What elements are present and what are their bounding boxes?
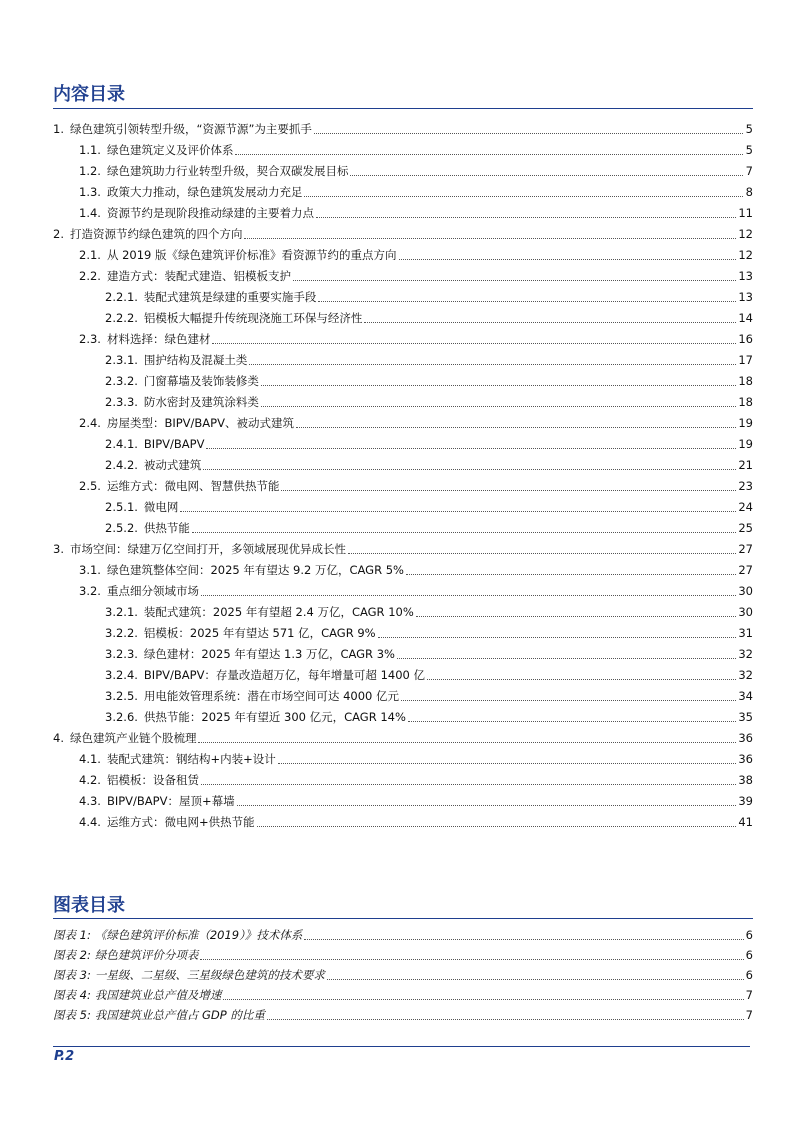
toc-entry[interactable] <box>53 577 753 598</box>
dot-leader <box>203 468 736 470</box>
toc-entry-number: 3.2.3. <box>105 647 138 661</box>
dot-leader <box>201 594 736 596</box>
toc-entry-number: 1.3. <box>79 185 101 199</box>
figure-entry[interactable] <box>53 942 753 962</box>
figure-title: 绿色建筑评价分项表 <box>94 948 199 962</box>
toc-entry-number: 3.2.4. <box>105 668 138 682</box>
dot-leader <box>348 552 736 554</box>
footer-rule <box>53 1046 750 1047</box>
toc-entry-title: 打造资源节约绿色建筑的四个方向 <box>69 227 243 241</box>
toc-entry-page: 12 <box>738 248 753 262</box>
figure-label: 图表 1: <box>53 928 91 942</box>
dot-leader <box>281 489 736 491</box>
toc-entry-page: 21 <box>738 458 753 472</box>
toc-entry-title: 绿色建筑整体空间：2025 年有望达 9.2 万亿，CAGR 5% <box>106 563 404 577</box>
figure-heading-rule <box>53 918 753 919</box>
toc-heading-rule <box>53 108 753 109</box>
toc-entry-page: 8 <box>745 185 753 199</box>
toc-entry-number: 3.2. <box>79 584 101 598</box>
figure-label: 图表 4: <box>53 988 91 1002</box>
toc-entry[interactable] <box>53 409 753 430</box>
toc-entry[interactable] <box>53 535 753 556</box>
toc-heading: 内容目录 <box>53 84 125 105</box>
toc-entry-page: 18 <box>738 374 753 388</box>
dot-leader <box>223 998 743 1000</box>
toc-entry-title: 门窗幕墙及装饰装修类 <box>143 374 259 388</box>
toc-entry-page: 39 <box>738 794 753 808</box>
dot-leader <box>237 804 737 806</box>
toc-entry-title: 绿色建筑助力行业转型升级，契合双碳发展目标 <box>106 164 349 178</box>
toc-entry-page: 41 <box>738 815 753 829</box>
page-number: P.2 <box>54 1049 75 1064</box>
toc-entry-page: 16 <box>738 332 753 346</box>
toc-entry-number: 2.2. <box>79 269 101 283</box>
toc-entry-title: 铝模板：设备租赁 <box>106 773 199 787</box>
dot-leader <box>304 195 743 197</box>
toc-entry[interactable] <box>53 724 753 745</box>
dot-leader <box>192 531 736 533</box>
toc-entry-number: 2. <box>53 227 64 241</box>
toc-entry-title: 铝模板大幅提升传统现浇施工环保与经济性 <box>143 311 363 325</box>
toc-entry-page: 14 <box>738 311 753 325</box>
dot-leader <box>198 741 736 743</box>
figure-label: 图表 5: <box>53 1008 91 1022</box>
toc-entry[interactable] <box>53 766 753 787</box>
toc-entry-title: 围护结构及混凝土类 <box>143 353 248 367</box>
figure-title: 《绿色建筑评价标准（2019）》技术体系 <box>94 928 303 942</box>
dot-leader <box>257 825 737 827</box>
toc-entry[interactable] <box>53 136 753 157</box>
toc-entry-title: 装配式建筑：钢结构+内装+设计 <box>106 752 276 766</box>
dot-leader <box>249 363 736 365</box>
toc-entry-page: 30 <box>738 584 753 598</box>
toc-entry-page: 30 <box>738 605 753 619</box>
toc-entry-number: 2.3.2. <box>105 374 138 388</box>
toc-entry-page: 18 <box>738 395 753 409</box>
dot-leader <box>235 153 743 155</box>
dot-leader <box>316 216 736 218</box>
dot-leader <box>408 720 736 722</box>
figure-entry[interactable] <box>53 982 753 1002</box>
dot-leader <box>427 678 736 680</box>
toc-entry-number: 3.2.1. <box>105 605 138 619</box>
toc-entry-number: 2.4. <box>79 416 101 430</box>
toc-entry[interactable] <box>53 514 753 535</box>
toc-entry-title: 用电能效管理系统：潜在市场空间可达 4000 亿元 <box>143 689 399 703</box>
toc-entry-title: 铝模板：2025 年有望达 571 亿，CAGR 9% <box>143 626 376 640</box>
toc-entry[interactable] <box>53 640 753 661</box>
figure-page: 6 <box>745 948 753 962</box>
toc-list <box>53 115 753 829</box>
toc-entry[interactable] <box>53 283 753 304</box>
toc-entry-title: BIPV/BAPV：屋顶+幕墙 <box>106 794 235 808</box>
toc-entry-title: 建造方式：装配式建造、铝模板支护 <box>106 269 291 283</box>
figure-list <box>53 922 753 1022</box>
dot-leader <box>314 132 743 134</box>
dot-leader <box>397 657 736 659</box>
toc-entry-page: 27 <box>738 563 753 577</box>
toc-entry-number: 2.5. <box>79 479 101 493</box>
dot-leader <box>406 573 736 575</box>
toc-entry-title: 重点细分领域市场 <box>106 584 199 598</box>
dot-leader <box>364 321 736 323</box>
toc-entry[interactable] <box>53 115 753 136</box>
toc-entry[interactable] <box>53 703 753 724</box>
toc-entry-title: 绿色建筑产业链个股梳理 <box>69 731 197 745</box>
toc-entry-number: 3.2.5. <box>105 689 138 703</box>
toc-entry-page: 31 <box>738 626 753 640</box>
toc-entry[interactable] <box>53 262 753 283</box>
toc-entry-number: 3.2.6. <box>105 710 138 724</box>
dot-leader <box>378 636 737 638</box>
figure-page: 7 <box>745 1008 753 1022</box>
dot-leader <box>267 1018 744 1020</box>
toc-entry[interactable] <box>53 178 753 199</box>
toc-entry-title: 资源节约是现阶段推动绿建的主要着力点 <box>106 206 314 220</box>
toc-entry-title: 运维方式：微电网、智慧供热节能 <box>106 479 280 493</box>
dot-leader <box>200 958 743 960</box>
toc-entry-title: 绿色建材：2025 年有望达 1.3 万亿，CAGR 3% <box>143 647 395 661</box>
toc-entry[interactable] <box>53 388 753 409</box>
dot-leader <box>261 405 736 407</box>
toc-entry[interactable] <box>53 199 753 220</box>
toc-entry[interactable] <box>53 598 753 619</box>
toc-entry-page: 11 <box>738 206 753 220</box>
figure-label: 图表 3: <box>53 968 91 982</box>
toc-entry-page: 7 <box>745 164 753 178</box>
dot-leader <box>416 615 737 617</box>
toc-entry[interactable] <box>53 472 753 493</box>
dot-leader <box>399 258 737 260</box>
toc-entry-number: 2.1. <box>79 248 101 262</box>
toc-entry[interactable] <box>53 304 753 325</box>
toc-entry-page: 36 <box>738 752 753 766</box>
toc-entry-title: 防水密封及建筑涂料类 <box>143 395 259 409</box>
toc-entry-number: 4.1. <box>79 752 101 766</box>
toc-entry-number: 4. <box>53 731 64 745</box>
toc-entry-title: 装配式建筑是绿建的重要实施手段 <box>143 290 317 304</box>
dot-leader <box>293 279 736 281</box>
toc-entry-page: 19 <box>738 416 753 430</box>
toc-entry-title: 政策大力推动，绿色建筑发展动力充足 <box>106 185 303 199</box>
toc-entry[interactable] <box>53 325 753 346</box>
toc-entry-title: 材料选择：绿色建材 <box>106 332 211 346</box>
toc-entry[interactable] <box>53 556 753 577</box>
toc-entry-page: 27 <box>738 542 753 556</box>
dot-leader <box>350 174 743 176</box>
toc-entry-number: 2.5.2. <box>105 521 138 535</box>
dot-leader <box>212 342 736 344</box>
toc-entry-number: 2.3.1. <box>105 353 138 367</box>
toc-entry-number: 3.2.2. <box>105 626 138 640</box>
toc-entry-title: 绿色建筑定义及评价体系 <box>106 143 234 157</box>
toc-entry-page: 25 <box>738 521 753 535</box>
toc-entry-number: 1. <box>53 122 64 136</box>
toc-entry-number: 2.3.3. <box>105 395 138 409</box>
toc-entry-title: 供热节能 <box>143 521 190 535</box>
figure-title: 一星级、二星级、三星级绿色建筑的技术要求 <box>94 968 325 982</box>
toc-entry-page: 32 <box>738 668 753 682</box>
toc-entry-title: 绿色建筑引领转型升级，“资源节源”为主要抓手 <box>69 122 312 136</box>
toc-entry[interactable] <box>53 157 753 178</box>
toc-entry-number: 2.5.1. <box>105 500 138 514</box>
dot-leader <box>206 447 736 449</box>
toc-entry-title: 微电网 <box>143 500 179 514</box>
toc-entry-page: 12 <box>738 227 753 241</box>
toc-entry-number: 4.2. <box>79 773 101 787</box>
toc-entry[interactable] <box>53 787 753 808</box>
toc-entry-number: 1.1. <box>79 143 101 157</box>
toc-entry-page: 32 <box>738 647 753 661</box>
figure-entry[interactable] <box>53 1002 753 1022</box>
toc-entry-title: 运维方式：微电网+供热节能 <box>106 815 255 829</box>
toc-entry-number: 2.2.1. <box>105 290 138 304</box>
dot-leader <box>180 510 736 512</box>
toc-entry[interactable] <box>53 241 753 262</box>
toc-entry-title: 从 2019 版《绿色建筑评价标准》看资源节约的重点方向 <box>106 248 397 262</box>
toc-entry-number: 1.4. <box>79 206 101 220</box>
toc-entry-page: 34 <box>738 689 753 703</box>
toc-entry-page: 38 <box>738 773 753 787</box>
toc-entry[interactable] <box>53 493 753 514</box>
toc-entry-number: 2.2.2. <box>105 311 138 325</box>
toc-entry-page: 13 <box>738 290 753 304</box>
toc-entry[interactable] <box>53 220 753 241</box>
toc-entry-number: 2.4.1. <box>105 437 138 451</box>
toc-entry[interactable] <box>53 661 753 682</box>
toc-entry-title: 供热节能：2025 年有望近 300 亿元，CAGR 14% <box>143 710 406 724</box>
figure-list-heading: 图表目录 <box>53 895 125 916</box>
toc-entry-number: 3. <box>53 542 64 556</box>
toc-entry-number: 4.4. <box>79 815 101 829</box>
toc-entry[interactable] <box>53 430 753 451</box>
toc-entry-number: 3.1. <box>79 563 101 577</box>
toc-entry-title: BIPV/BAPV：存量改造超万亿，每年增量可超 1400 亿 <box>143 668 426 682</box>
figure-entry[interactable] <box>53 922 753 942</box>
figure-label: 图表 2: <box>53 948 91 962</box>
dot-leader <box>201 783 736 785</box>
toc-entry-page: 24 <box>738 500 753 514</box>
toc-entry[interactable] <box>53 808 753 829</box>
toc-entry[interactable] <box>53 745 753 766</box>
toc-entry[interactable] <box>53 682 753 703</box>
figure-entry[interactable] <box>53 962 753 982</box>
toc-entry-page: 19 <box>738 437 753 451</box>
dot-leader <box>296 426 736 428</box>
figure-page: 6 <box>745 968 753 982</box>
toc-entry[interactable] <box>53 451 753 472</box>
toc-entry[interactable] <box>53 346 753 367</box>
figure-page: 6 <box>745 928 753 942</box>
dot-leader <box>278 762 737 764</box>
figure-page: 7 <box>745 988 753 1002</box>
toc-entry-number: 4.3. <box>79 794 101 808</box>
toc-entry[interactable] <box>53 367 753 388</box>
toc-entry-title: 被动式建筑 <box>143 458 202 472</box>
toc-entry-number: 2.4.2. <box>105 458 138 472</box>
toc-entry-page: 13 <box>738 269 753 283</box>
toc-entry-page: 23 <box>738 479 753 493</box>
toc-entry-page: 5 <box>745 122 753 136</box>
toc-entry-page: 35 <box>738 710 753 724</box>
dot-leader <box>261 384 736 386</box>
dot-leader <box>401 699 736 701</box>
toc-entry-title: 装配式建筑：2025 年有望超 2.4 万亿，CAGR 10% <box>143 605 414 619</box>
toc-entry-page: 36 <box>738 731 753 745</box>
toc-entry-title: BIPV/BAPV <box>143 437 205 451</box>
figure-title: 我国建筑业总产值占 GDP 的比重 <box>94 1008 265 1022</box>
toc-entry[interactable] <box>53 619 753 640</box>
toc-entry-page: 5 <box>745 143 753 157</box>
figure-title: 我国建筑业总产值及增速 <box>94 988 222 1002</box>
dot-leader <box>304 938 743 940</box>
dot-leader <box>318 300 736 302</box>
toc-entry-number: 2.3. <box>79 332 101 346</box>
toc-entry-title: 市场空间：绿建万亿空间打开，多领域展现优异成长性 <box>69 542 346 556</box>
dot-leader <box>244 237 736 239</box>
toc-entry-number: 1.2. <box>79 164 101 178</box>
toc-entry-title: 房屋类型：BIPV/BAPV、被动式建筑 <box>106 416 294 430</box>
toc-entry-page: 17 <box>738 353 753 367</box>
dot-leader <box>327 978 744 980</box>
